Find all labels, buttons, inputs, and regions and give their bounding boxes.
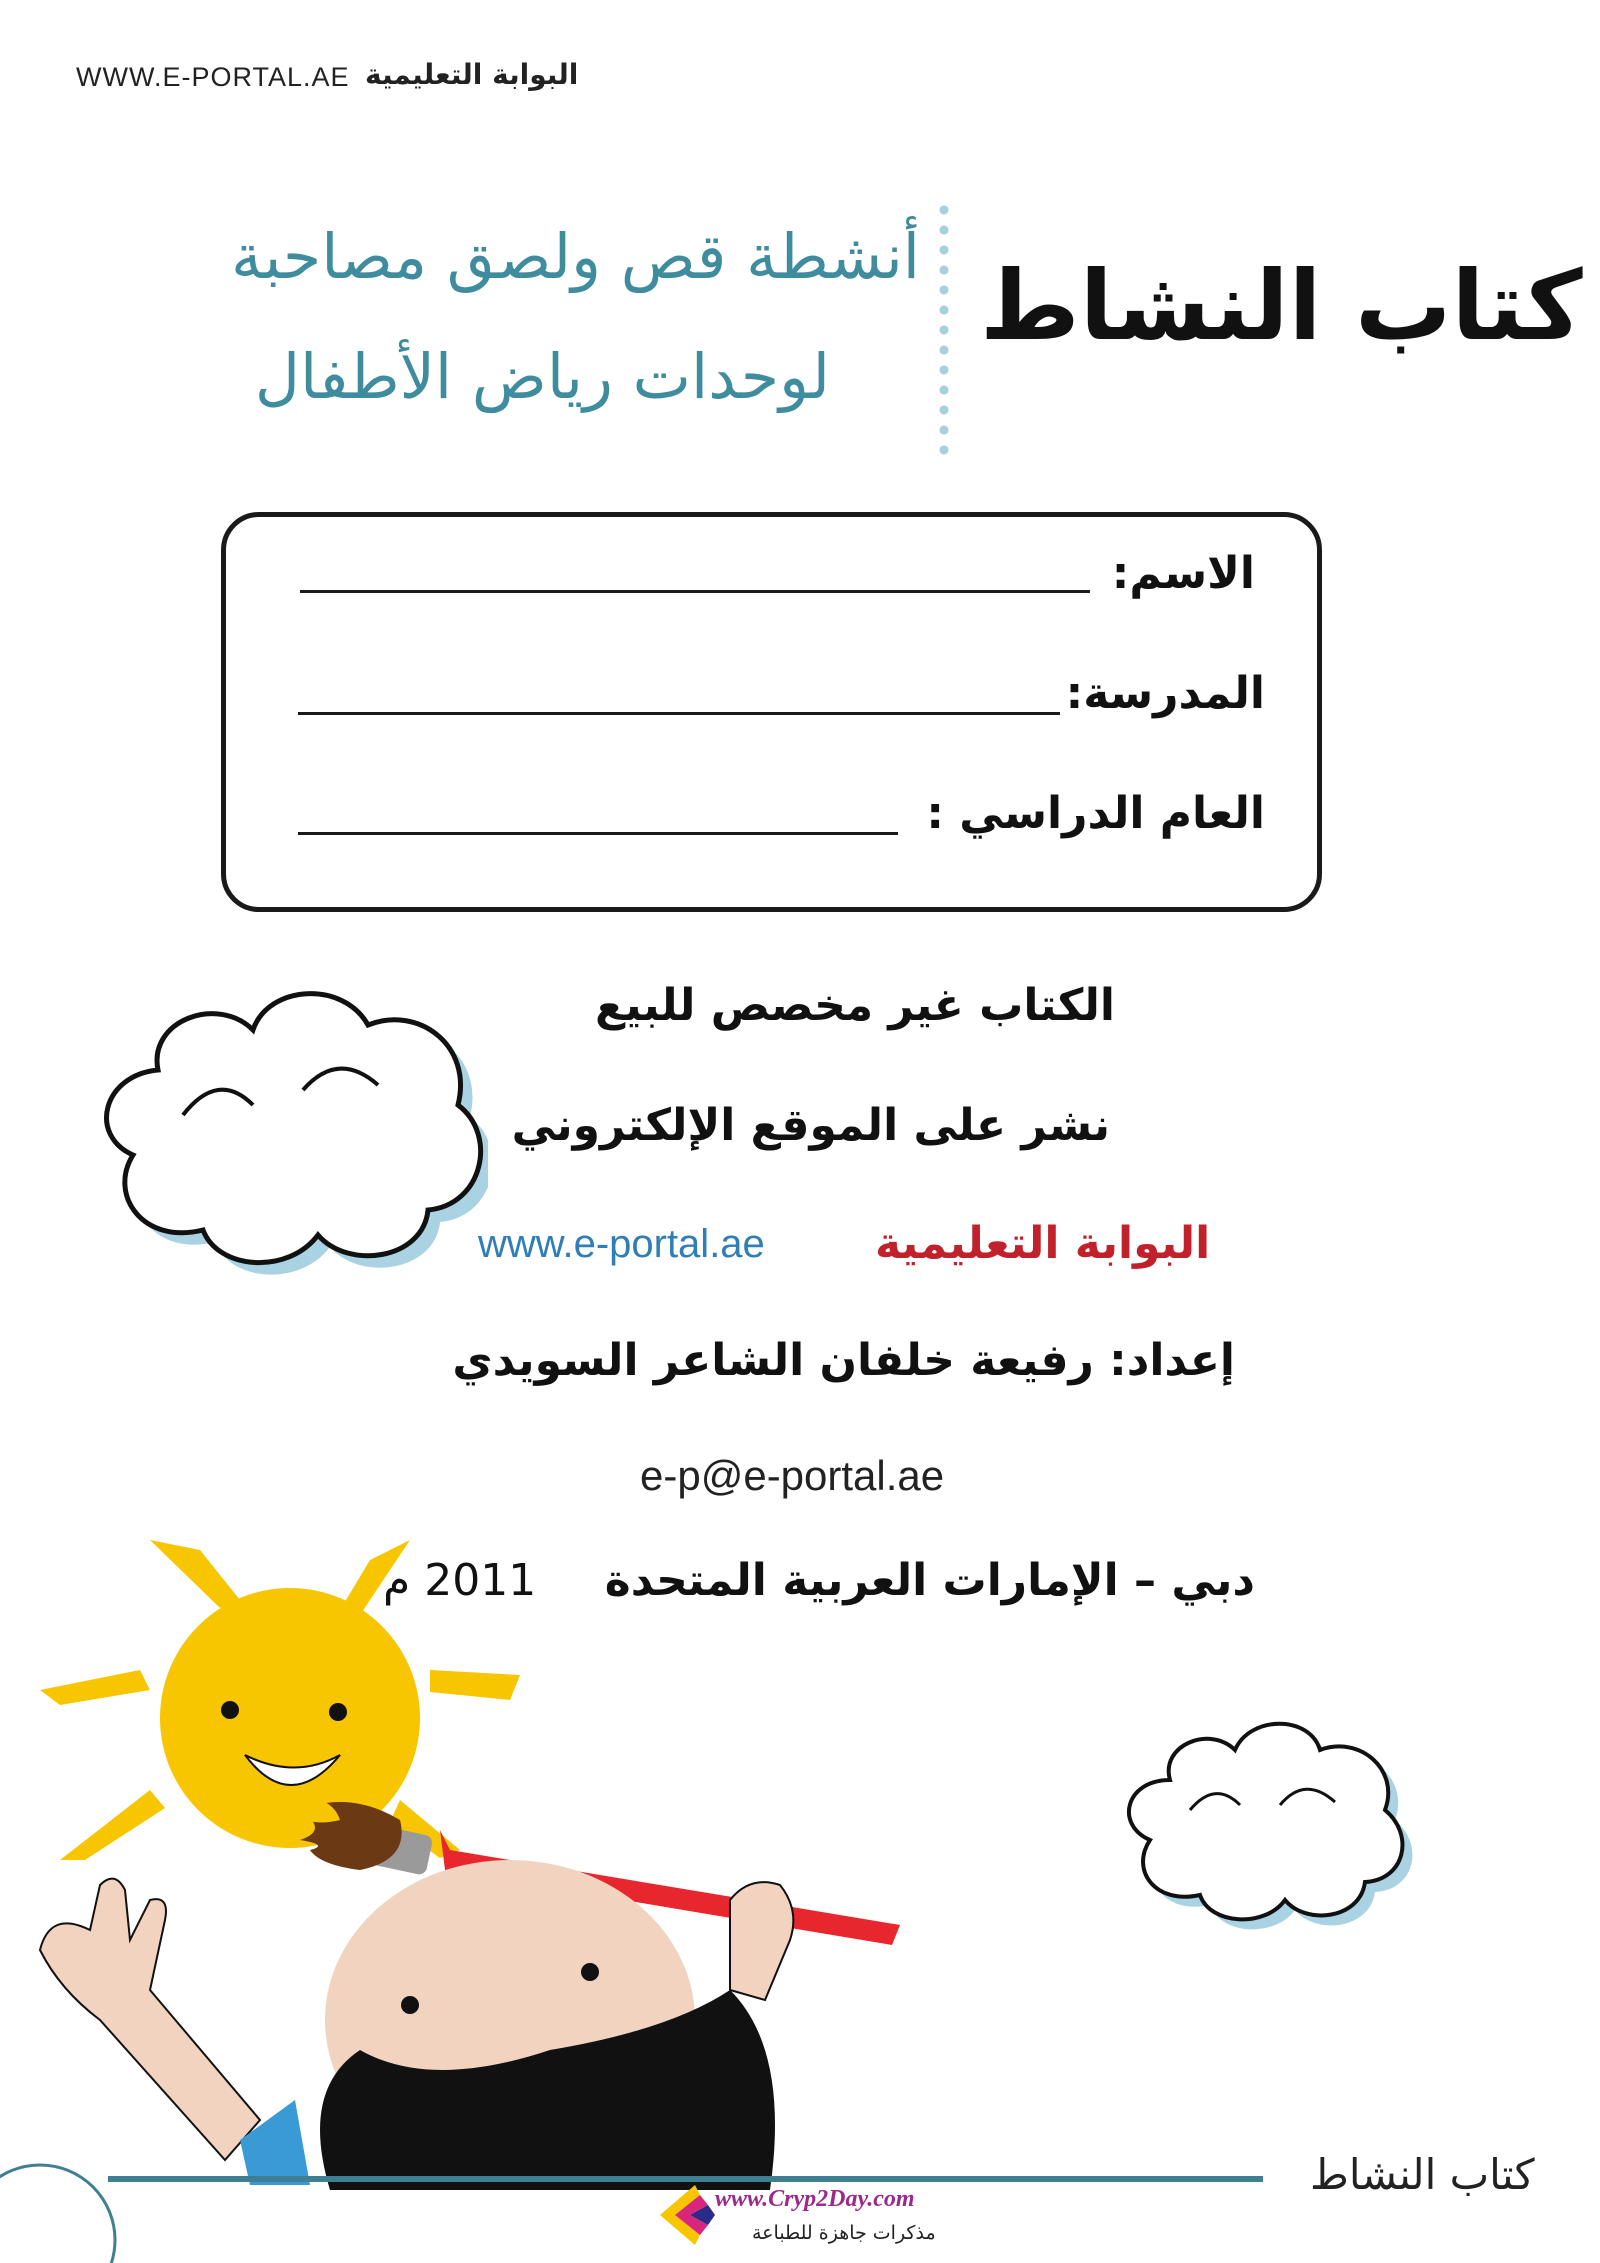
portal-link[interactable]: www.e-portal.ae [478, 1222, 765, 1266]
academic-year-label: العام الدراسي : [926, 788, 1265, 839]
published-online-text: نشر على الموقع الإلكتروني [511, 1100, 1110, 1151]
header-url: WWW.E-PORTAL.AE [76, 62, 350, 92]
author-text: إعداد: رفيعة خلفان الشاعر السويدي [452, 1335, 1235, 1386]
cloud-illustration [88, 975, 488, 1275]
decorative-circle [0, 2150, 130, 2263]
year-text: 2011 م [383, 1555, 537, 1606]
subtitle-line1: أنشطة قص ولصق مصاحبة [230, 220, 920, 293]
academic-year-field[interactable] [298, 832, 898, 835]
school-label: المدرسة: [1065, 668, 1265, 719]
email-link[interactable]: e-p@e-portal.ae [640, 1452, 945, 1499]
portal-name-red: البوابة التعليمية [875, 1218, 1211, 1269]
book-title: كتاب النشاط [980, 250, 1583, 362]
dotted-divider [938, 200, 950, 455]
child-painting-illustration [30, 1790, 910, 2190]
place-text: دبي – الإمارات العربية المتحدة [604, 1555, 1255, 1606]
school-field[interactable] [298, 712, 1060, 715]
name-field[interactable] [300, 590, 1090, 593]
cryp2day-logo-icon [650, 2180, 720, 2250]
cryp2day-link[interactable]: www.Cryp2Day.com [715, 2186, 915, 2212]
footer-book-title: كتاب النشاط [1310, 2150, 1535, 2199]
cryp2day-tagline: مذكرات جاهزة للطباعة [752, 2222, 936, 2244]
subtitle-line2: لوحدات رياض الأطفال [254, 340, 830, 413]
cloud-illustration [1115, 1710, 1415, 1930]
name-label: الاسم: [1111, 548, 1255, 599]
header-portal-name: البوابة التعليمية [365, 58, 579, 91]
not-for-sale-text: الكتاب غير مخصص للبيع [594, 980, 1115, 1031]
